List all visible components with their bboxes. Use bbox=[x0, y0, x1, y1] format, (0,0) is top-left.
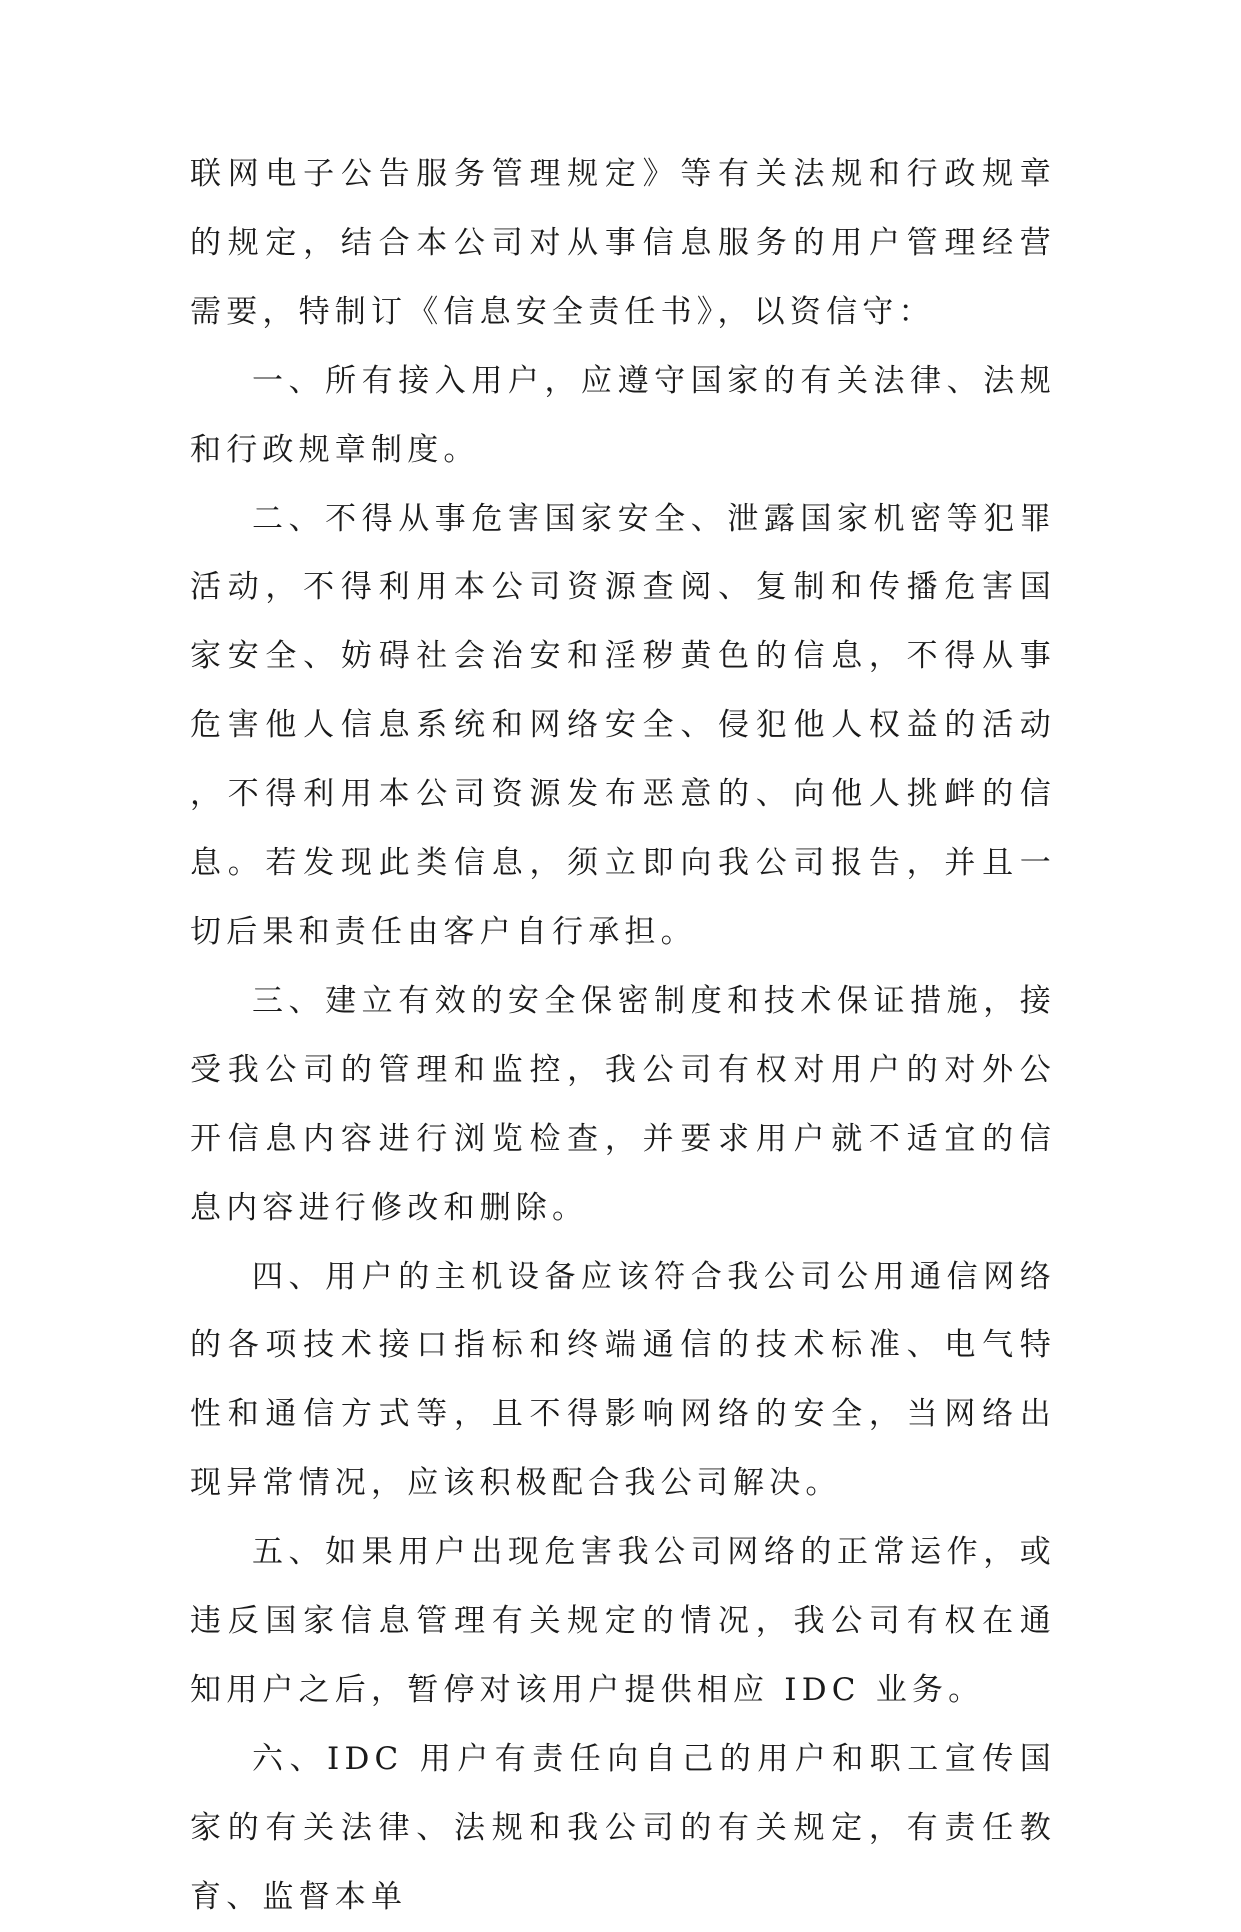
paragraph-clause-1: 一、所有接入用户，应遵守国家的有关法律、法规和行政规章制度。 bbox=[190, 362, 1056, 468]
paragraph-clause-5: 五、如果用户出现危害我公司网络的正常运作，或违反国家信息管理有关规定的情况，我公司有权在通知用户之后，暂停对该用户提供相应 IDC 业务。 bbox=[190, 1534, 1056, 1708]
paragraph-continuation: 联网电子公告服务管理规定》等有关法规和行政规章的规定，结合本公司对从事信息服务的用户管理经营需要，特制订《信息安全责任书》，以资信守： bbox=[190, 156, 1056, 330]
paragraph-clause-4: 四、用户的主机设备应该符合我公司公用通信网络的各项技术接口指标和终端通信的技术标准、电气特性和通信方式等，且不得影响网络的安全，当网络出现异常情况，应该积极配合我公司解决。 bbox=[190, 1258, 1056, 1502]
paragraph-clause-6: 六、IDC 用户有责任向自己的用户和职工宣传国家的有关法律、法规和我公司的有关规定，有责任教育、监督本单 bbox=[190, 1740, 1056, 1915]
document-body bbox=[190, 140, 1056, 1932]
paragraph-clause-3: 三、建立有效的安全保密制度和技术保证措施，接受我公司的管理和监控，我公司有权对用户的对外公开信息内容进行浏览检查，并要求用户就不适宜的信息内容进行修改和删除。 bbox=[190, 982, 1056, 1226]
paragraph-clause-2: 二、不得从事危害国家安全、泄露国家机密等犯罪活动，不得利用本公司资源查阅、复制和传播危害国家安全、妨碍社会治安和淫秽黄色的信息，不得从事危害他人信息系统和网络安全、侵犯他人权益的活动，不得利用本公司资源发布恶意的、向他人挑衅的信息。若发现此类信息，须立即向我公司报告，并且一切后果和责任由客户自行承担。 bbox=[190, 500, 1056, 950]
